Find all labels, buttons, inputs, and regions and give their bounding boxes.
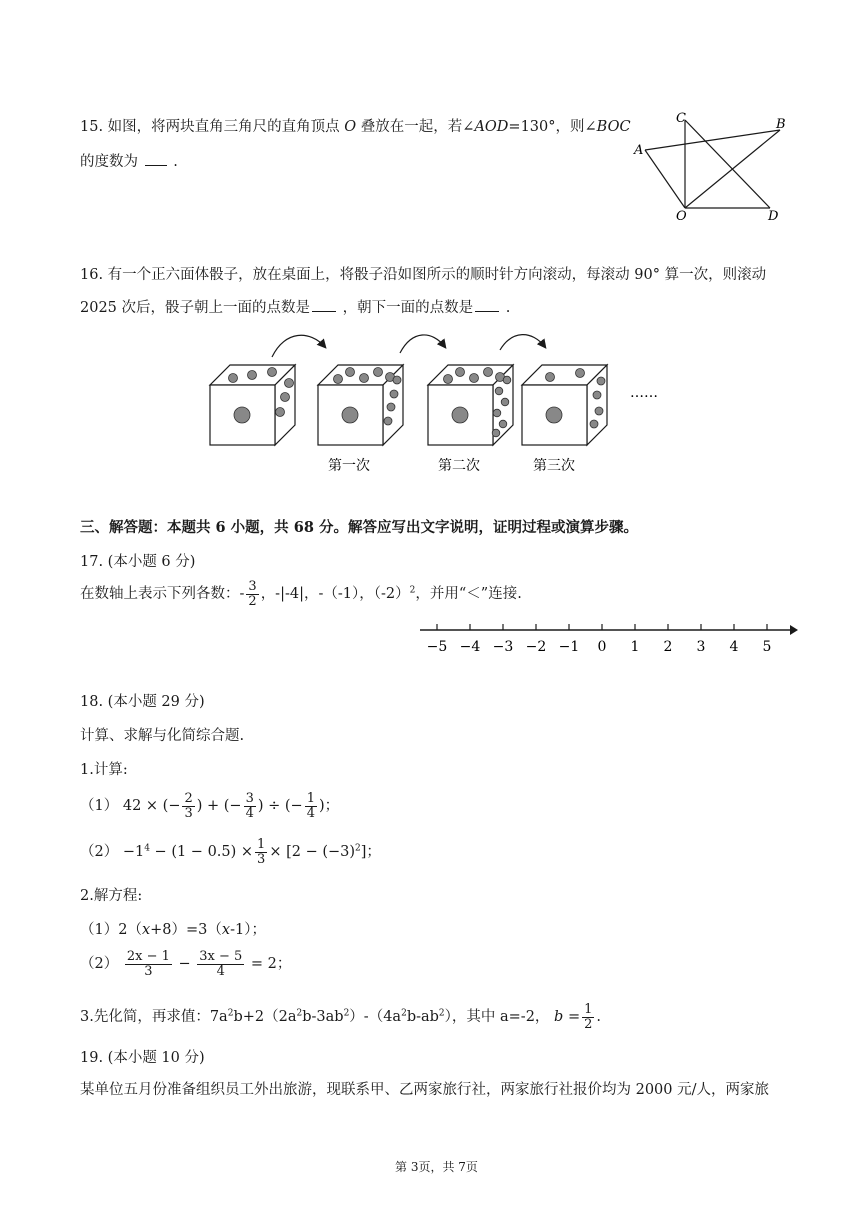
q15-figure xyxy=(630,108,800,223)
axis-tick-label: 0 xyxy=(597,639,607,655)
label-o: O xyxy=(676,209,687,223)
label-d: D xyxy=(768,209,779,223)
q18-header: 18. (本小题 29 分) xyxy=(80,694,205,710)
axis-tick-label: 3 xyxy=(696,639,706,655)
q17-text: 在数轴上表示下列各数：- $\frac{3}{2}$ ，-|-4|，-（-1），$(-2)^2$，并用“＜”连接. xyxy=(80,579,522,609)
axis-tick-label: 4 xyxy=(729,639,739,655)
answer-blank xyxy=(145,153,167,166)
q18-part1: 1.计算: xyxy=(80,762,128,778)
axis-tick-label: 1 xyxy=(630,639,640,655)
q18-part2: 2.解方程: xyxy=(80,888,143,904)
q19-text: 某单位五月份准备组织员工外出旅游，现联系甲、乙两家旅行社，两家旅行社报价均为 2000 元/人，两家旅 xyxy=(80,1082,770,1098)
axis-tick-label: 2 xyxy=(663,639,673,655)
axis-tick-label: −2 xyxy=(525,639,547,655)
axis-tick-label: 5 xyxy=(762,639,772,655)
dice-label-1: 第一次 xyxy=(328,458,370,474)
dice-figure xyxy=(200,325,680,495)
q18-eq-2: （2） $\frac{2x - 1}{3}$ − $\frac{3x - 5}{4}$ = 2； xyxy=(80,949,292,979)
dice-ellipsis: …… xyxy=(630,385,658,401)
label-a: A xyxy=(634,143,644,158)
q16-line2: 2025 次后，骰子朝上一面的点数是 ，朝下一面的点数是 . xyxy=(80,300,511,316)
q18-calc-1: （1） 42 × (− $\frac{2}{3}$ ) + (− $\frac{3}{4}$ ) ÷ (− $\frac{1}{4}$ )； xyxy=(80,791,340,821)
number-line xyxy=(415,620,800,660)
section-3-title: 三、解答题：本题共 6 小题，共 68 分。解答应写出文字说明，证明过程或演算步骤。 xyxy=(80,519,638,536)
axis-tick-label: −5 xyxy=(426,639,448,655)
q18-calc-2: $(2) -1^4 - (1 - 0.5)$ × $\frac{1}{3}$ × $[2 - (-3)^2]$； xyxy=(80,837,381,867)
q18-part3: 3.先化简，再求值：$7a^2b+2(2a^2b-3ab^2)-(4a^2b-ab^2)$，其中 a=-2， b = $\frac{1}{2}$ . xyxy=(80,1002,601,1032)
label-c: C xyxy=(676,111,686,126)
q18-intro: 计算、求解与化简综合题. xyxy=(80,728,245,744)
dice-label-3: 第三次 xyxy=(533,458,575,474)
q15-line2: 的度数为 . xyxy=(80,154,178,170)
q17-header: 17. (本小题 6 分) xyxy=(80,554,196,570)
die-4 xyxy=(522,365,607,445)
axis-tick-label: −1 xyxy=(558,639,580,655)
axis-tick-label: −4 xyxy=(459,639,481,655)
axis-tick-label: −3 xyxy=(492,639,514,655)
q16-line1: 16. 有一个正六面体骰子，放在桌面上，将骰子沿如图所示的顺时针方向滚动，每滚动 90° 算一次，则滚动 xyxy=(80,267,767,283)
q15-line1: 15. 如图，将两块直角三角尺的直角顶点 O 叠放在一起，若∠AOD=130°，则∠BOC xyxy=(80,119,631,135)
label-b: B xyxy=(776,117,786,132)
q19-header: 19. (本小题 10 分) xyxy=(80,1050,205,1066)
page-footer: 第 3页，共 7页 xyxy=(395,1160,478,1174)
answer-blank xyxy=(475,299,499,312)
answer-blank xyxy=(312,299,336,312)
dice-label-2: 第二次 xyxy=(438,458,480,474)
q18-eq-1: （1）2（x+8）=3（x-1）； xyxy=(80,922,266,938)
